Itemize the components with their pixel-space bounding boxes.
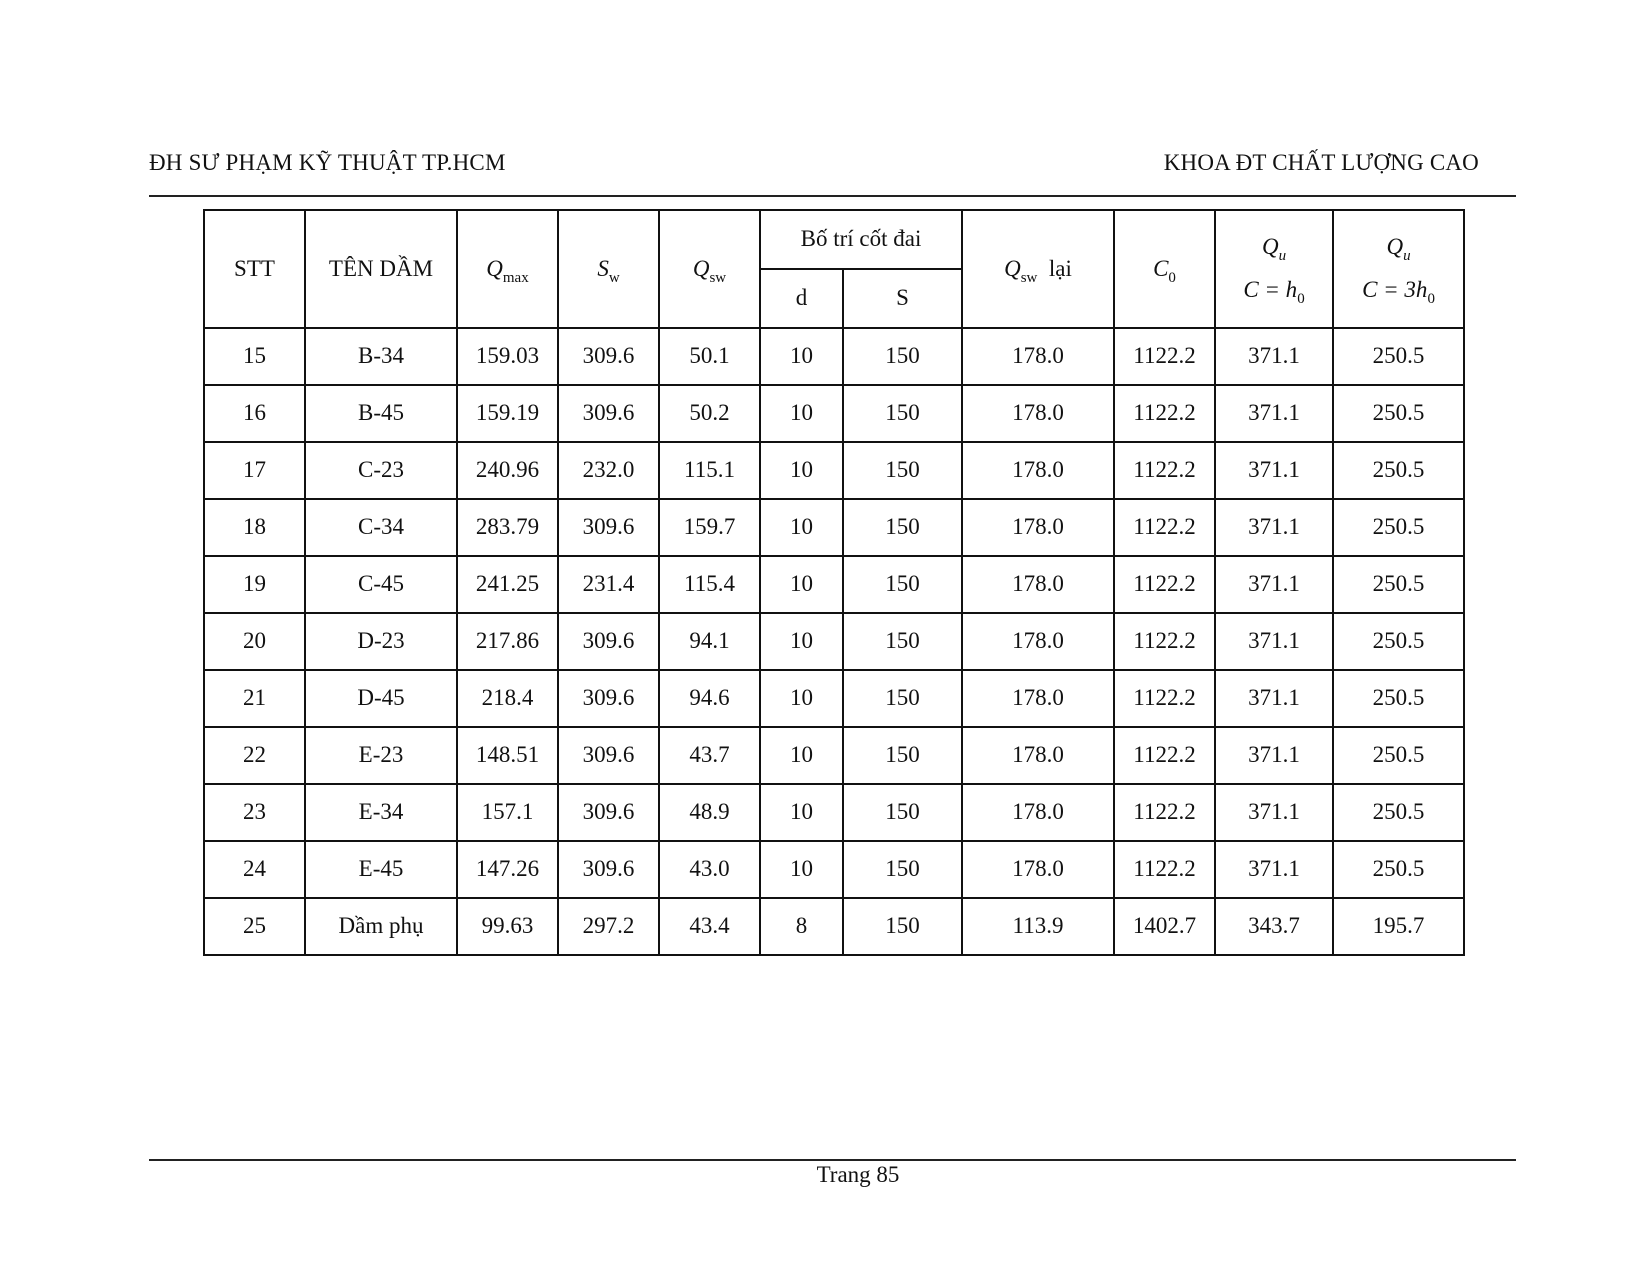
table-cell: 150 [843,727,962,784]
sw-subscript: w [608,269,620,286]
table-cell: 371.1 [1215,784,1333,841]
header-right: KHOA ĐT CHẤT LƯỢNG CAO [1163,150,1479,175]
qu2-condition: C = 3h [1362,277,1428,302]
table-cell: 371.1 [1215,556,1333,613]
table-cell: 178.0 [962,385,1114,442]
table-row [204,499,1464,556]
qu1-subscript: u [1278,248,1287,265]
table-cell: D-23 [305,613,457,670]
table-cell: 1122.2 [1114,385,1215,442]
header-bo-tri-cot-dai: Bố trí cốt đai [760,210,962,269]
table-cell: 371.1 [1215,385,1333,442]
table-cell: 250.5 [1333,784,1464,841]
header-qmax [457,210,558,328]
table-cell: 10 [760,784,843,841]
table-cell: 250.5 [1333,385,1464,442]
c0-symbol: C [1153,255,1169,281]
header-qu-3h0 [1333,210,1464,328]
table-cell: 147.26 [457,841,558,898]
table-row [204,328,1464,385]
table-cell: 1122.2 [1114,556,1215,613]
table-cell: 43.0 [659,841,760,898]
table-cell: 297.2 [558,898,659,955]
table-cell: 10 [760,328,843,385]
table-row [204,613,1464,670]
table-cell: 25 [204,898,305,955]
table-cell: 178.0 [962,613,1114,670]
table-cell: 150 [843,385,962,442]
table-cell: 371.1 [1215,841,1333,898]
table-cell: 195.7 [1333,898,1464,955]
qu2-symbol: Q [1386,234,1404,260]
table-cell: 309.6 [558,328,659,385]
table-cell: 1402.7 [1114,898,1215,955]
header-c0 [1114,210,1215,328]
page-number: Trang 85 [816,1162,900,1187]
table-cell: 150 [843,613,962,670]
table-cell: 371.1 [1215,328,1333,385]
qsw-lai-symbol: Q [1004,255,1021,281]
table-cell: 150 [843,556,962,613]
table-cell: E-34 [305,784,457,841]
table-cell: 18 [204,499,305,556]
table-cell: 150 [843,841,962,898]
table-cell: B-45 [305,385,457,442]
table-cell: 99.63 [457,898,558,955]
table-cell: 159.7 [659,499,760,556]
qsw-lai-text: lại [1048,255,1072,281]
table-cell: 10 [760,556,843,613]
table-cell: 217.86 [457,613,558,670]
table-cell: 178.0 [962,556,1114,613]
table-cell: 371.1 [1215,442,1333,499]
qsw-symbol: Q [692,255,710,281]
table-cell: 48.9 [659,784,760,841]
table-cell: 231.4 [558,556,659,613]
table-cell: 241.25 [457,556,558,613]
table-cell: 371.1 [1215,670,1333,727]
table-cell: 50.2 [659,385,760,442]
qmax-symbol: Q [486,255,503,281]
table-cell: 1122.2 [1114,328,1215,385]
table-body [204,328,1464,955]
table-cell: 10 [760,385,843,442]
qsw-lai-subscript: sw [1020,269,1038,286]
table-cell: Dầm phụ [305,898,457,955]
table-cell: 113.9 [962,898,1114,955]
qsw-subscript: sw [709,269,727,286]
table-cell: 178.0 [962,499,1114,556]
table-cell: C-45 [305,556,457,613]
table-cell: 10 [760,670,843,727]
table-cell: 150 [843,784,962,841]
table-cell: 150 [843,442,962,499]
table-cell: 232.0 [558,442,659,499]
table-cell: 24 [204,841,305,898]
qu1-symbol: Q [1261,234,1279,260]
table-cell: 159.19 [457,385,558,442]
c0-subscript: 0 [1168,269,1176,286]
table-cell: 309.6 [558,727,659,784]
header-ten-dam: TÊN DẦM [305,210,457,328]
header-sw [558,210,659,328]
table-cell: 371.1 [1215,499,1333,556]
qu1-condition: C = h [1243,277,1298,302]
table-cell: 178.0 [962,670,1114,727]
table-cell: E-23 [305,727,457,784]
table-cell: 16 [204,385,305,442]
table-cell: 250.5 [1333,841,1464,898]
table-cell: 22 [204,727,305,784]
table-cell: 250.5 [1333,499,1464,556]
table-cell: 115.1 [659,442,760,499]
table-cell: 43.7 [659,727,760,784]
table-cell: 148.51 [457,727,558,784]
table-cell: D-45 [305,670,457,727]
table-cell: 178.0 [962,841,1114,898]
table-cell: 159.03 [457,328,558,385]
table-cell: 218.4 [457,670,558,727]
table-cell: 309.6 [558,841,659,898]
header-qsw-lai [962,210,1114,328]
table-cell: 150 [843,499,962,556]
table-row [204,442,1464,499]
table-cell: 178.0 [962,328,1114,385]
table-cell: 115.4 [659,556,760,613]
table-row [204,841,1464,898]
table-cell: 8 [760,898,843,955]
table-cell: 50.1 [659,328,760,385]
table-cell: 1122.2 [1114,784,1215,841]
table-cell: 10 [760,442,843,499]
table-cell: 309.6 [558,784,659,841]
table-cell: 371.1 [1215,727,1333,784]
table-cell: 1122.2 [1114,499,1215,556]
qu1-condition-subscript: 0 [1297,291,1305,307]
table-cell: 10 [760,613,843,670]
table-row [204,784,1464,841]
table-cell: 10 [760,841,843,898]
header-s: S [843,269,962,328]
table-cell: 309.6 [558,670,659,727]
header-qsw [659,210,760,328]
table-row [204,898,1464,955]
table-cell: 17 [204,442,305,499]
table-cell: 309.6 [558,499,659,556]
table-cell: B-34 [305,328,457,385]
table-cell: 157.1 [457,784,558,841]
table-cell: 309.6 [558,385,659,442]
table-cell: C-23 [305,442,457,499]
table-cell: 250.5 [1333,613,1464,670]
qu2-subscript: u [1403,248,1411,265]
table-cell: 250.5 [1333,556,1464,613]
table-cell: 150 [843,328,962,385]
table-cell: 23 [204,784,305,841]
table-cell: 250.5 [1333,727,1464,784]
header-d: d [760,269,843,328]
table-cell: 15 [204,328,305,385]
table-cell: 150 [843,670,962,727]
table-cell: 283.79 [457,499,558,556]
table-cell: 10 [760,727,843,784]
table-cell: 10 [760,499,843,556]
table-cell: 240.96 [457,442,558,499]
table-cell: E-45 [305,841,457,898]
table-cell: 1122.2 [1114,670,1215,727]
table-cell: 94.1 [659,613,760,670]
table-cell: 19 [204,556,305,613]
footer-rule [149,1159,1516,1161]
table-cell: 250.5 [1333,442,1464,499]
table-cell: 371.1 [1215,613,1333,670]
header-left: ĐH SƯ PHẠM KỸ THUẬT TP.HCM [149,150,506,175]
table-row [204,670,1464,727]
table-cell: 94.6 [659,670,760,727]
header-qu-h0 [1215,210,1333,328]
table-cell: 21 [204,670,305,727]
table-cell: C-34 [305,499,457,556]
table-cell: 178.0 [962,727,1114,784]
table-cell: 1122.2 [1114,442,1215,499]
table-cell: 343.7 [1215,898,1333,955]
header-rule [149,195,1516,197]
table-cell: 309.6 [558,613,659,670]
table-cell: 150 [843,898,962,955]
qmax-subscript: max [502,269,529,286]
table-cell: 178.0 [962,784,1114,841]
table-cell: 43.4 [659,898,760,955]
table-cell: 1122.2 [1114,727,1215,784]
table-cell: 1122.2 [1114,613,1215,670]
data-table [203,209,1465,956]
table-row [204,385,1464,442]
table-row [204,727,1464,784]
sw-symbol: S [597,255,609,281]
qu2-condition-subscript: 0 [1427,291,1435,307]
table-cell: 250.5 [1333,670,1464,727]
table-row [204,556,1464,613]
table-cell: 250.5 [1333,328,1464,385]
table-cell: 1122.2 [1114,841,1215,898]
table-cell: 178.0 [962,442,1114,499]
header-stt: STT [204,210,305,328]
table-cell: 20 [204,613,305,670]
